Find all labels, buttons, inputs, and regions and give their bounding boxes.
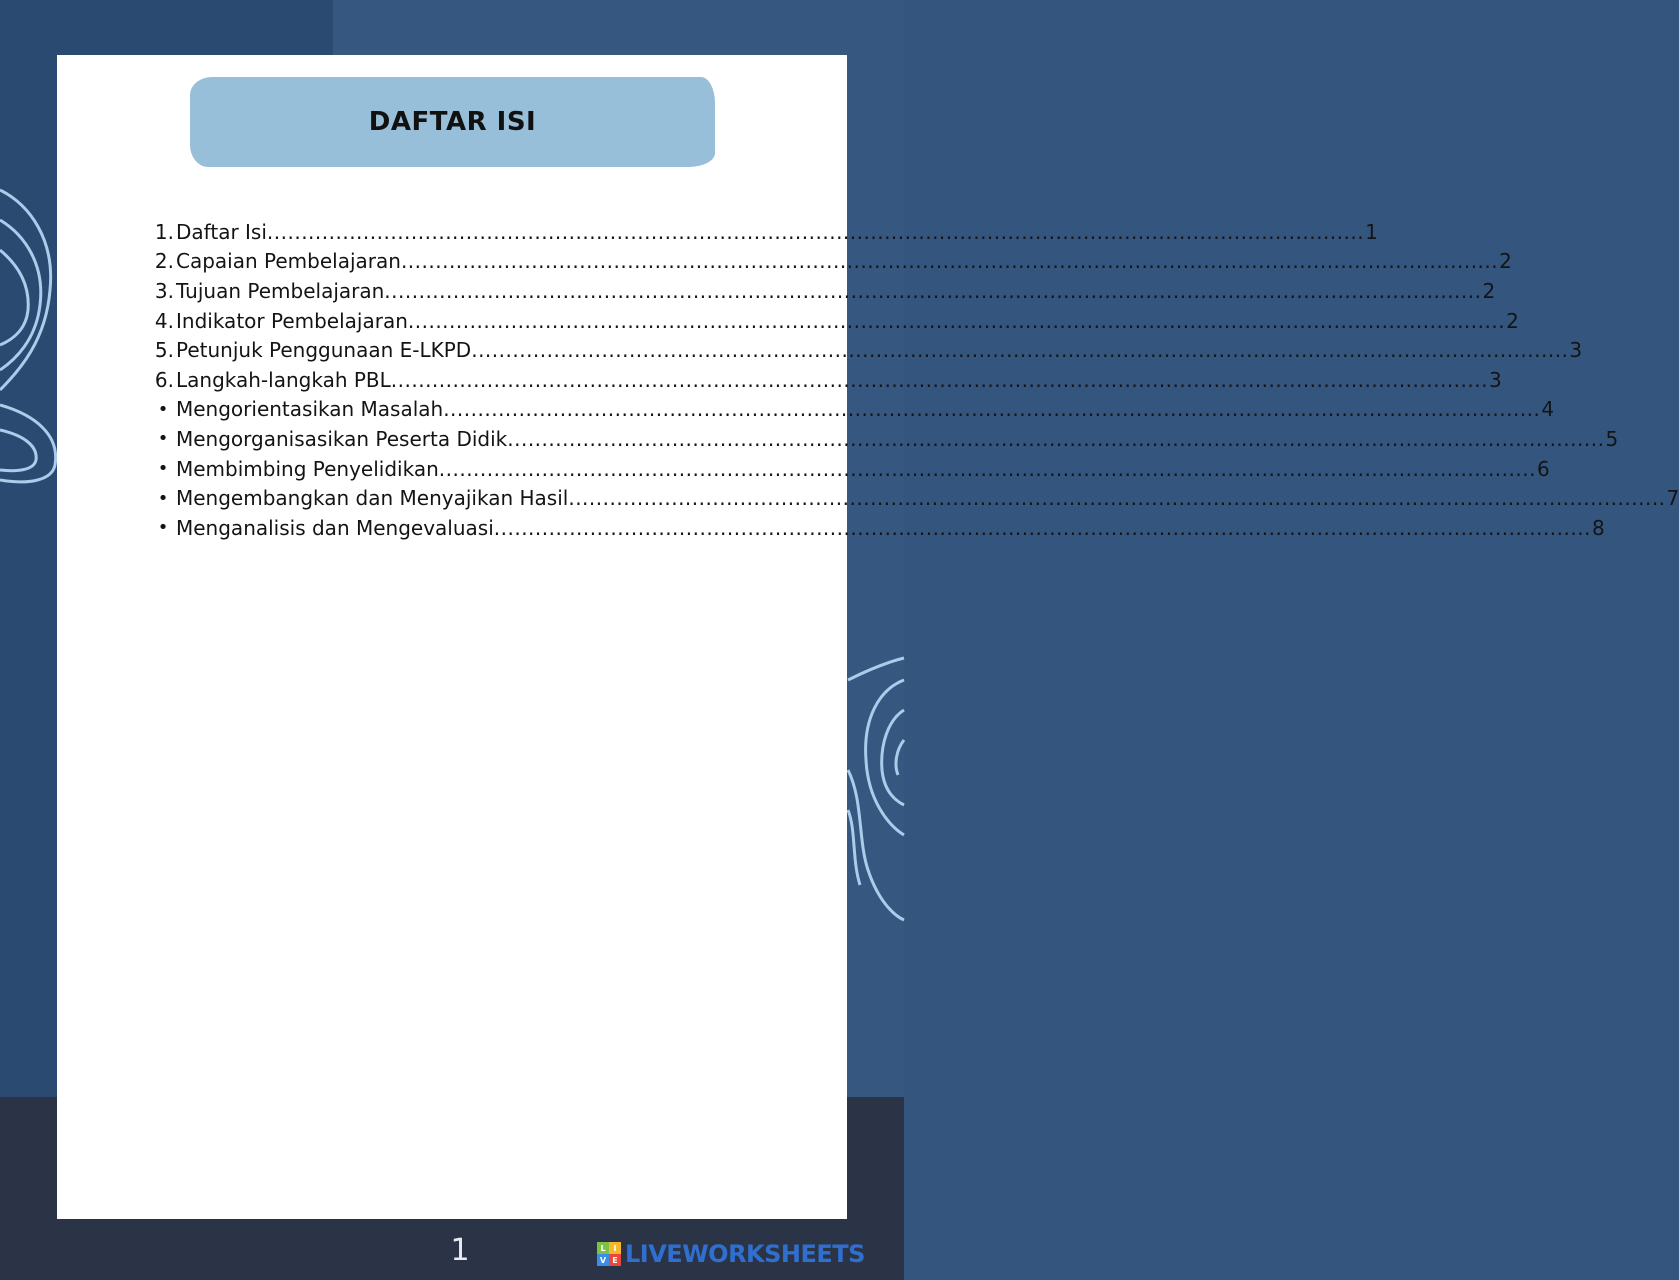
toc-bullet: •	[157, 458, 169, 480]
toc-page-number: 5	[1605, 426, 1619, 451]
toc-page-number: 2	[1499, 249, 1512, 274]
toc-page-number: 3	[1569, 338, 1583, 363]
toc-page-number: 4	[1541, 397, 1555, 422]
toc-page-number: 2	[1482, 278, 1496, 303]
toc-dot-leader: ................................................................................................................................................................	[493, 515, 1591, 540]
toc-entry-label: Langkah-langkah PBL	[176, 367, 391, 392]
toc-dot-leader: ................................................................................................................................................................	[443, 397, 1541, 422]
toc-bullet: •	[157, 428, 169, 450]
toc-entry	[152, 217, 1378, 247]
logo-tile: E	[609, 1254, 621, 1266]
toc-page-number: 2	[1506, 308, 1519, 333]
toc-entry	[152, 513, 1605, 543]
toc-entry-label: Menganalisis dan Mengevaluasi	[176, 515, 494, 540]
title-banner	[190, 77, 715, 167]
toc-page-number: 3	[1488, 367, 1502, 392]
toc-bullet: •	[157, 487, 169, 509]
footer-page-number: 1	[450, 1233, 470, 1268]
toc-dot-leader: ................................................................................................................................................................	[384, 278, 1482, 303]
toc-dot-leader: ................................................................................................................................................................	[390, 367, 1488, 392]
liveworksheets-brand[interactable]	[597, 1240, 865, 1268]
toc-dot-leader: ................................................................................................................................................................	[471, 338, 1569, 363]
toc-page-number: 8	[1591, 515, 1605, 540]
right-wave-decoration	[848, 650, 904, 940]
toc-entry	[152, 335, 1583, 365]
toc-entry	[152, 247, 1512, 277]
toc-entry	[152, 395, 1555, 425]
document-page	[57, 55, 1679, 1219]
toc-entry	[152, 424, 1619, 454]
toc-dot-leader: ................................................................................................................................................................	[507, 426, 1605, 451]
toc-entry-label: Membimbing Penyelidikan	[176, 456, 439, 481]
toc-entry	[152, 365, 1502, 395]
toc-entry	[152, 483, 1679, 513]
toc-number: 1.	[154, 219, 174, 244]
toc-entry	[152, 454, 1550, 484]
toc-entry	[152, 276, 1496, 306]
toc-number: 3.	[154, 278, 174, 303]
table-of-contents	[152, 217, 1679, 543]
toc-entry-label: Mengorganisasikan Peserta Didik	[176, 426, 508, 451]
logo-tile: I	[609, 1242, 621, 1254]
toc-number: 6.	[154, 367, 174, 392]
toc-number: 4.	[154, 308, 174, 333]
toc-page-number: 6	[1536, 456, 1550, 481]
page-title: DAFTAR ISI	[368, 107, 537, 137]
toc-entry-label: Daftar Isi	[176, 219, 267, 244]
toc-number: 5.	[154, 338, 174, 363]
logo-tile: V	[597, 1254, 609, 1266]
toc-entry-label: Indikator Pembelajaran	[176, 308, 408, 333]
toc-entry-label: Mengembangkan dan Menyajikan Hasil	[176, 486, 569, 511]
toc-page-number: 7	[1666, 486, 1679, 511]
toc-bullet: •	[157, 517, 169, 539]
liveworksheets-logo-icon	[597, 1242, 621, 1266]
toc-bullet: •	[157, 398, 169, 420]
toc-dot-leader: ................................................................................................................................................................	[266, 219, 1365, 244]
brand-name: LIVEWORKSHEETS	[625, 1240, 865, 1268]
toc-entry	[152, 306, 1519, 336]
toc-dot-leader: ................................................................................................................................................................	[407, 308, 1506, 333]
toc-entry-label: Mengorientasikan Masalah	[176, 397, 444, 422]
toc-dot-leader: ................................................................................................................................................................	[568, 486, 1666, 511]
toc-entry-label: Tujuan Pembelajaran	[176, 278, 385, 303]
logo-tile: L	[597, 1242, 609, 1254]
toc-entry-label: Petunjuk Penggunaan E-LKPD	[176, 338, 472, 363]
toc-dot-leader: ................................................................................................................................................................	[438, 456, 1536, 481]
toc-number: 2.	[154, 249, 174, 274]
toc-entry-label: Capaian Pembelajaran	[176, 249, 401, 274]
toc-dot-leader: ................................................................................................................................................................	[400, 249, 1499, 274]
toc-page-number: 1	[1365, 219, 1378, 244]
